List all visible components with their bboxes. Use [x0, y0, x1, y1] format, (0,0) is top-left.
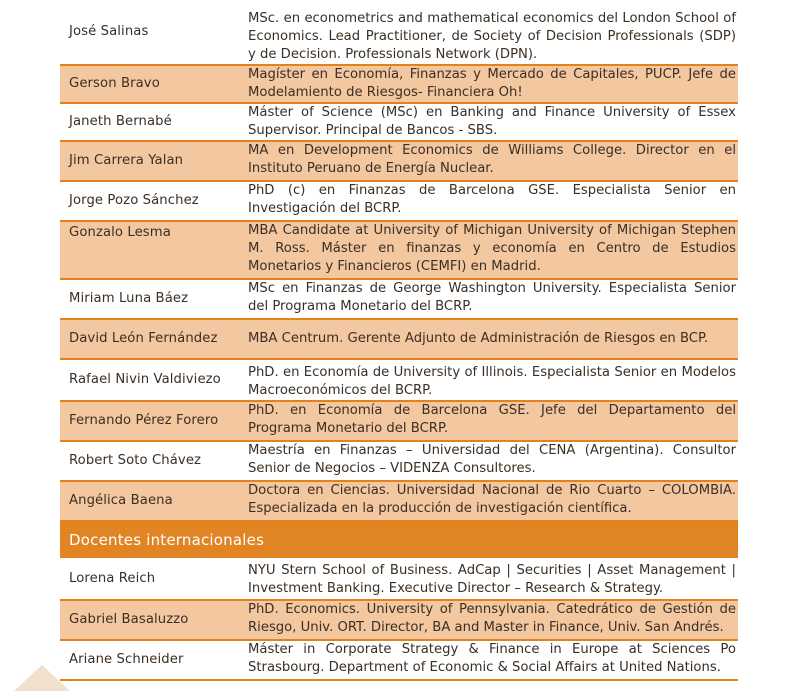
- faculty-name: Jorge Pozo Sánchez: [60, 181, 238, 221]
- faculty-row: [60, 558, 738, 600]
- section-header-row: [60, 521, 738, 558]
- faculty-description: PhD. Economics. University of Pennsylvania. Catedrático de Gestión de Riesgo, Univ. ORT. Director, BA and Master in Finance, Univ. San Andrés.: [238, 600, 738, 640]
- faculty-name: José Salinas: [60, 0, 238, 65]
- faculty-row: [60, 103, 738, 141]
- faculty-row: [60, 441, 738, 481]
- faculty-description: Doctora en Ciencias. Universidad Nacional de Rio Cuarto – COLOMBIA. Especializada en la producción de investigación científica.: [238, 481, 738, 521]
- faculty-description: NYU Stern School of Business. AdCap | Securities | Asset Management | Investment Banking. Executive Director – Research & Strategy.: [238, 558, 738, 600]
- faculty-description: MSc en Finanzas de George Washington University. Especialista Senior del Programa Monetario del BCRP.: [238, 279, 738, 319]
- faculty-name: Ariane Schneider: [60, 640, 238, 680]
- faculty-description: MBA Centrum. Gerente Adjunto de Administración de Riesgos en BCP.: [238, 319, 738, 359]
- faculty-row: [60, 600, 738, 640]
- faculty-name: David León Fernández: [60, 319, 238, 359]
- faculty-description: PhD. en Economía de University of Illinois. Especialista Senior en Modelos Macroeconómicos del BCRP.: [238, 359, 738, 401]
- faculty-row: [60, 640, 738, 680]
- faculty-name: Jim Carrera Yalan: [60, 141, 238, 181]
- faculty-row: [60, 0, 738, 65]
- section-title: Docentes internacionales: [60, 521, 738, 558]
- faculty-table: [60, 0, 738, 681]
- faculty-description: Maestría en Finanzas – Universidad del CENA (Argentina). Consultor Senior de Negocios – VIDENZA Consultores.: [238, 441, 738, 481]
- faculty-name: Miriam Luna Báez: [60, 279, 238, 319]
- faculty-description: MA en Development Economics de Williams College. Director en el Instituto Peruano de Energía Nuclear.: [238, 141, 738, 181]
- faculty-name: Gonzalo Lesma: [60, 221, 238, 279]
- faculty-name: Robert Soto Chávez: [60, 441, 238, 481]
- faculty-row: [60, 319, 738, 359]
- faculty-name: Gerson Bravo: [60, 65, 238, 103]
- faculty-row: [60, 65, 738, 103]
- faculty-name: Rafael Nivin Valdiviezo: [60, 359, 238, 401]
- faculty-row: [60, 221, 738, 279]
- faculty-description: Máster of Science (MSc) en Banking and Finance University of Essex Supervisor. Principal de Bancos - SBS.: [238, 103, 738, 141]
- faculty-row: [60, 141, 738, 181]
- faculty-row: [60, 181, 738, 221]
- faculty-row: [60, 279, 738, 319]
- faculty-description: MSc. en econometrics and mathematical economics del London School of Economics. Lead Practitioner, de Society of Decision Professionals (SDP) y de Decision. Professionals Network (DPN).: [238, 0, 738, 65]
- faculty-row: [60, 481, 738, 521]
- faculty-name: Lorena Reich: [60, 558, 238, 600]
- faculty-name: Janeth Bernabé: [60, 103, 238, 141]
- faculty-name: Angélica Baena: [60, 481, 238, 521]
- faculty-description: Máster in Corporate Strategy & Finance in Europe at Sciences Po Strasbourg. Department of Economic & Social Affairs at United Nations.: [238, 640, 738, 680]
- faculty-description: Magíster en Economía, Finanzas y Mercado de Capitales, PUCP. Jefe de Modelamiento de Riesgos- Financiera Oh!: [238, 65, 738, 103]
- faculty-description: PhD (c) en Finanzas de Barcelona GSE. Especialista Senior en Investigación del BCRP.: [238, 181, 738, 221]
- faculty-row: [60, 359, 738, 401]
- faculty-name: Gabriel Basaluzzo: [60, 600, 238, 640]
- faculty-description: MBA Candidate at University of Michigan University of Michigan Stephen M. Ross. Máster en finanzas y economía en Centro de Estudios Monetarios y Financieros (CEMFI) en Madrid.: [238, 221, 738, 279]
- faculty-row: [60, 401, 738, 441]
- faculty-description: PhD. en Economía de Barcelona GSE. Jefe del Departamento del Programa Monetario del BCRP.: [238, 401, 738, 441]
- faculty-name: Fernando Pérez Forero: [60, 401, 238, 441]
